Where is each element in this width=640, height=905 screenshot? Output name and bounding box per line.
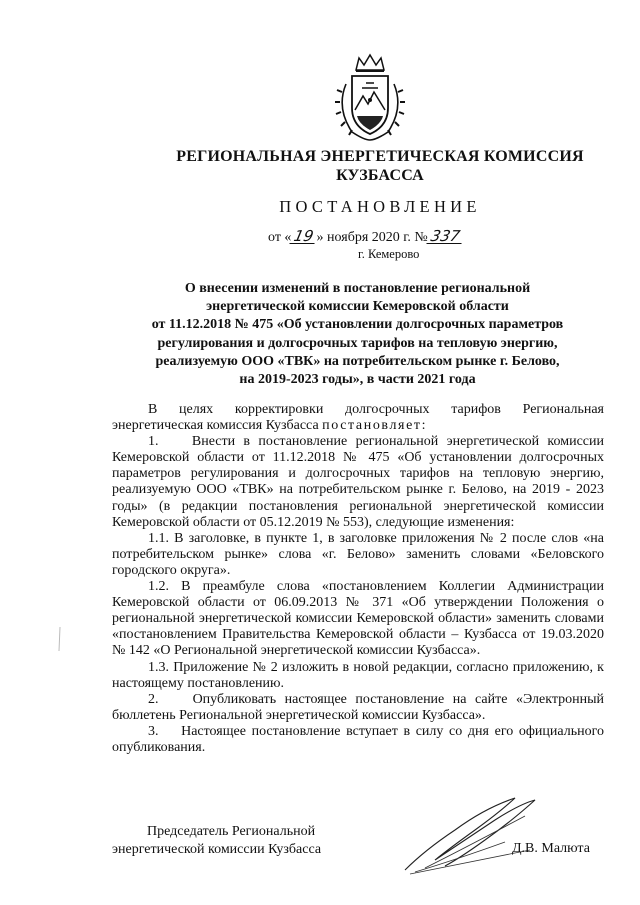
subject-line: реализуемую ООО «ТВК» на потребительском рынке г. Белово,	[155, 353, 560, 369]
body-intro-paragraph	[112, 402, 604, 434]
handwritten-day: 19	[290, 229, 318, 244]
org-title-line2: КУЗБАССА	[336, 167, 424, 184]
document-city: г. Кемерово	[358, 247, 420, 261]
body-paragraph-1-2: 1.2. В преамбуле слова «постановлением Коллегии Администрации Кемеровской области от 06.09.2013 № 371 «Об утверждении Положения о региональной энергетической комиссии Кемеровской области» заменить словами «постановлением Правительства Кемеровской области – Кузбасса от 19.03.2020 № 142 «О Региональной энергетической комиссии Кузбасса».	[112, 579, 604, 659]
document-type-heading: ПОСТАНОВЛЕНИЕ	[279, 197, 481, 216]
body-paragraph-1-3: 1.3. Приложение № 2 изложить в новой редакции, согласно приложению, к настоящему постановлению.	[112, 659, 604, 691]
coat-of-arms-emblem	[332, 52, 408, 144]
intro-spaced-verb: постановляет	[322, 418, 422, 434]
body-paragraph-3: 3. Настоящее постановление вступает в силу со дня его официального опубликования.	[112, 723, 604, 755]
signatory-title-line2: энергетической комиссии Кузбасса	[112, 842, 322, 857]
document-body	[112, 402, 604, 756]
subject-line: энергетической комиссии Кемеровской области	[206, 299, 509, 315]
body-paragraph-1: 1. Внести в постановление региональной энергетической комиссии Кемеровской области от 11.12.2018 № 475 «Об установлении долгосрочных параметров регулирования и долгосрочных тарифов на тепловую энергию, реализуемую ООО «ТВК» на потребительском рынке г. Белово, на 2019 - 2023 годы» (в редакции постановления региональной энергетической комиссии Кемеровской области от 05.12.2019 № 553), следующие изменения:	[112, 434, 604, 530]
subject-line: от 11.12.2018 № 475 «Об установлении долгосрочных параметров	[151, 317, 564, 333]
handwritten-number: 337	[426, 229, 464, 244]
document-date-line	[268, 229, 462, 246]
date-prefix: от «	[268, 230, 292, 245]
subject-line: на 2019-2023 годы», в части 2021 года	[239, 372, 476, 388]
body-paragraph-1-1: 1.1. В заголовке, в пункте 1, в заголовке приложения № 2 после слов «на потребительском рынке» слова «г. Белово» заменить словами «Беловского городского округа».	[112, 530, 604, 578]
margin-mark	[55, 625, 65, 653]
intro-text: В целях корректировки долгосрочных тарифов Региональная энергетическая комиссия Кузбасса	[112, 402, 604, 434]
subject-line: регулирования и долгосрочных тарифов на тепловую энергию,	[157, 335, 558, 351]
body-paragraph-2: 2. Опубликовать настоящее постановление на сайте «Электронный бюллетень Региональной энергетической комиссии Кузбасса».	[112, 691, 604, 723]
handwritten-signature	[395, 790, 545, 880]
signatory-title	[112, 823, 321, 859]
signatory-title-line1: Председатель Региональной	[147, 824, 316, 839]
intro-colon: :	[421, 418, 426, 434]
subject-line: О внесении изменений в постановление региональной	[184, 281, 531, 296]
org-title-line1: РЕГИОНАЛЬНАЯ ЭНЕРГЕТИЧЕСКАЯ КОМИССИЯ	[176, 148, 584, 165]
signatory-name: Д.В. Малюта	[512, 841, 590, 856]
date-middle: » ноября 2020 г. №	[316, 230, 428, 245]
document-subject	[110, 280, 605, 389]
